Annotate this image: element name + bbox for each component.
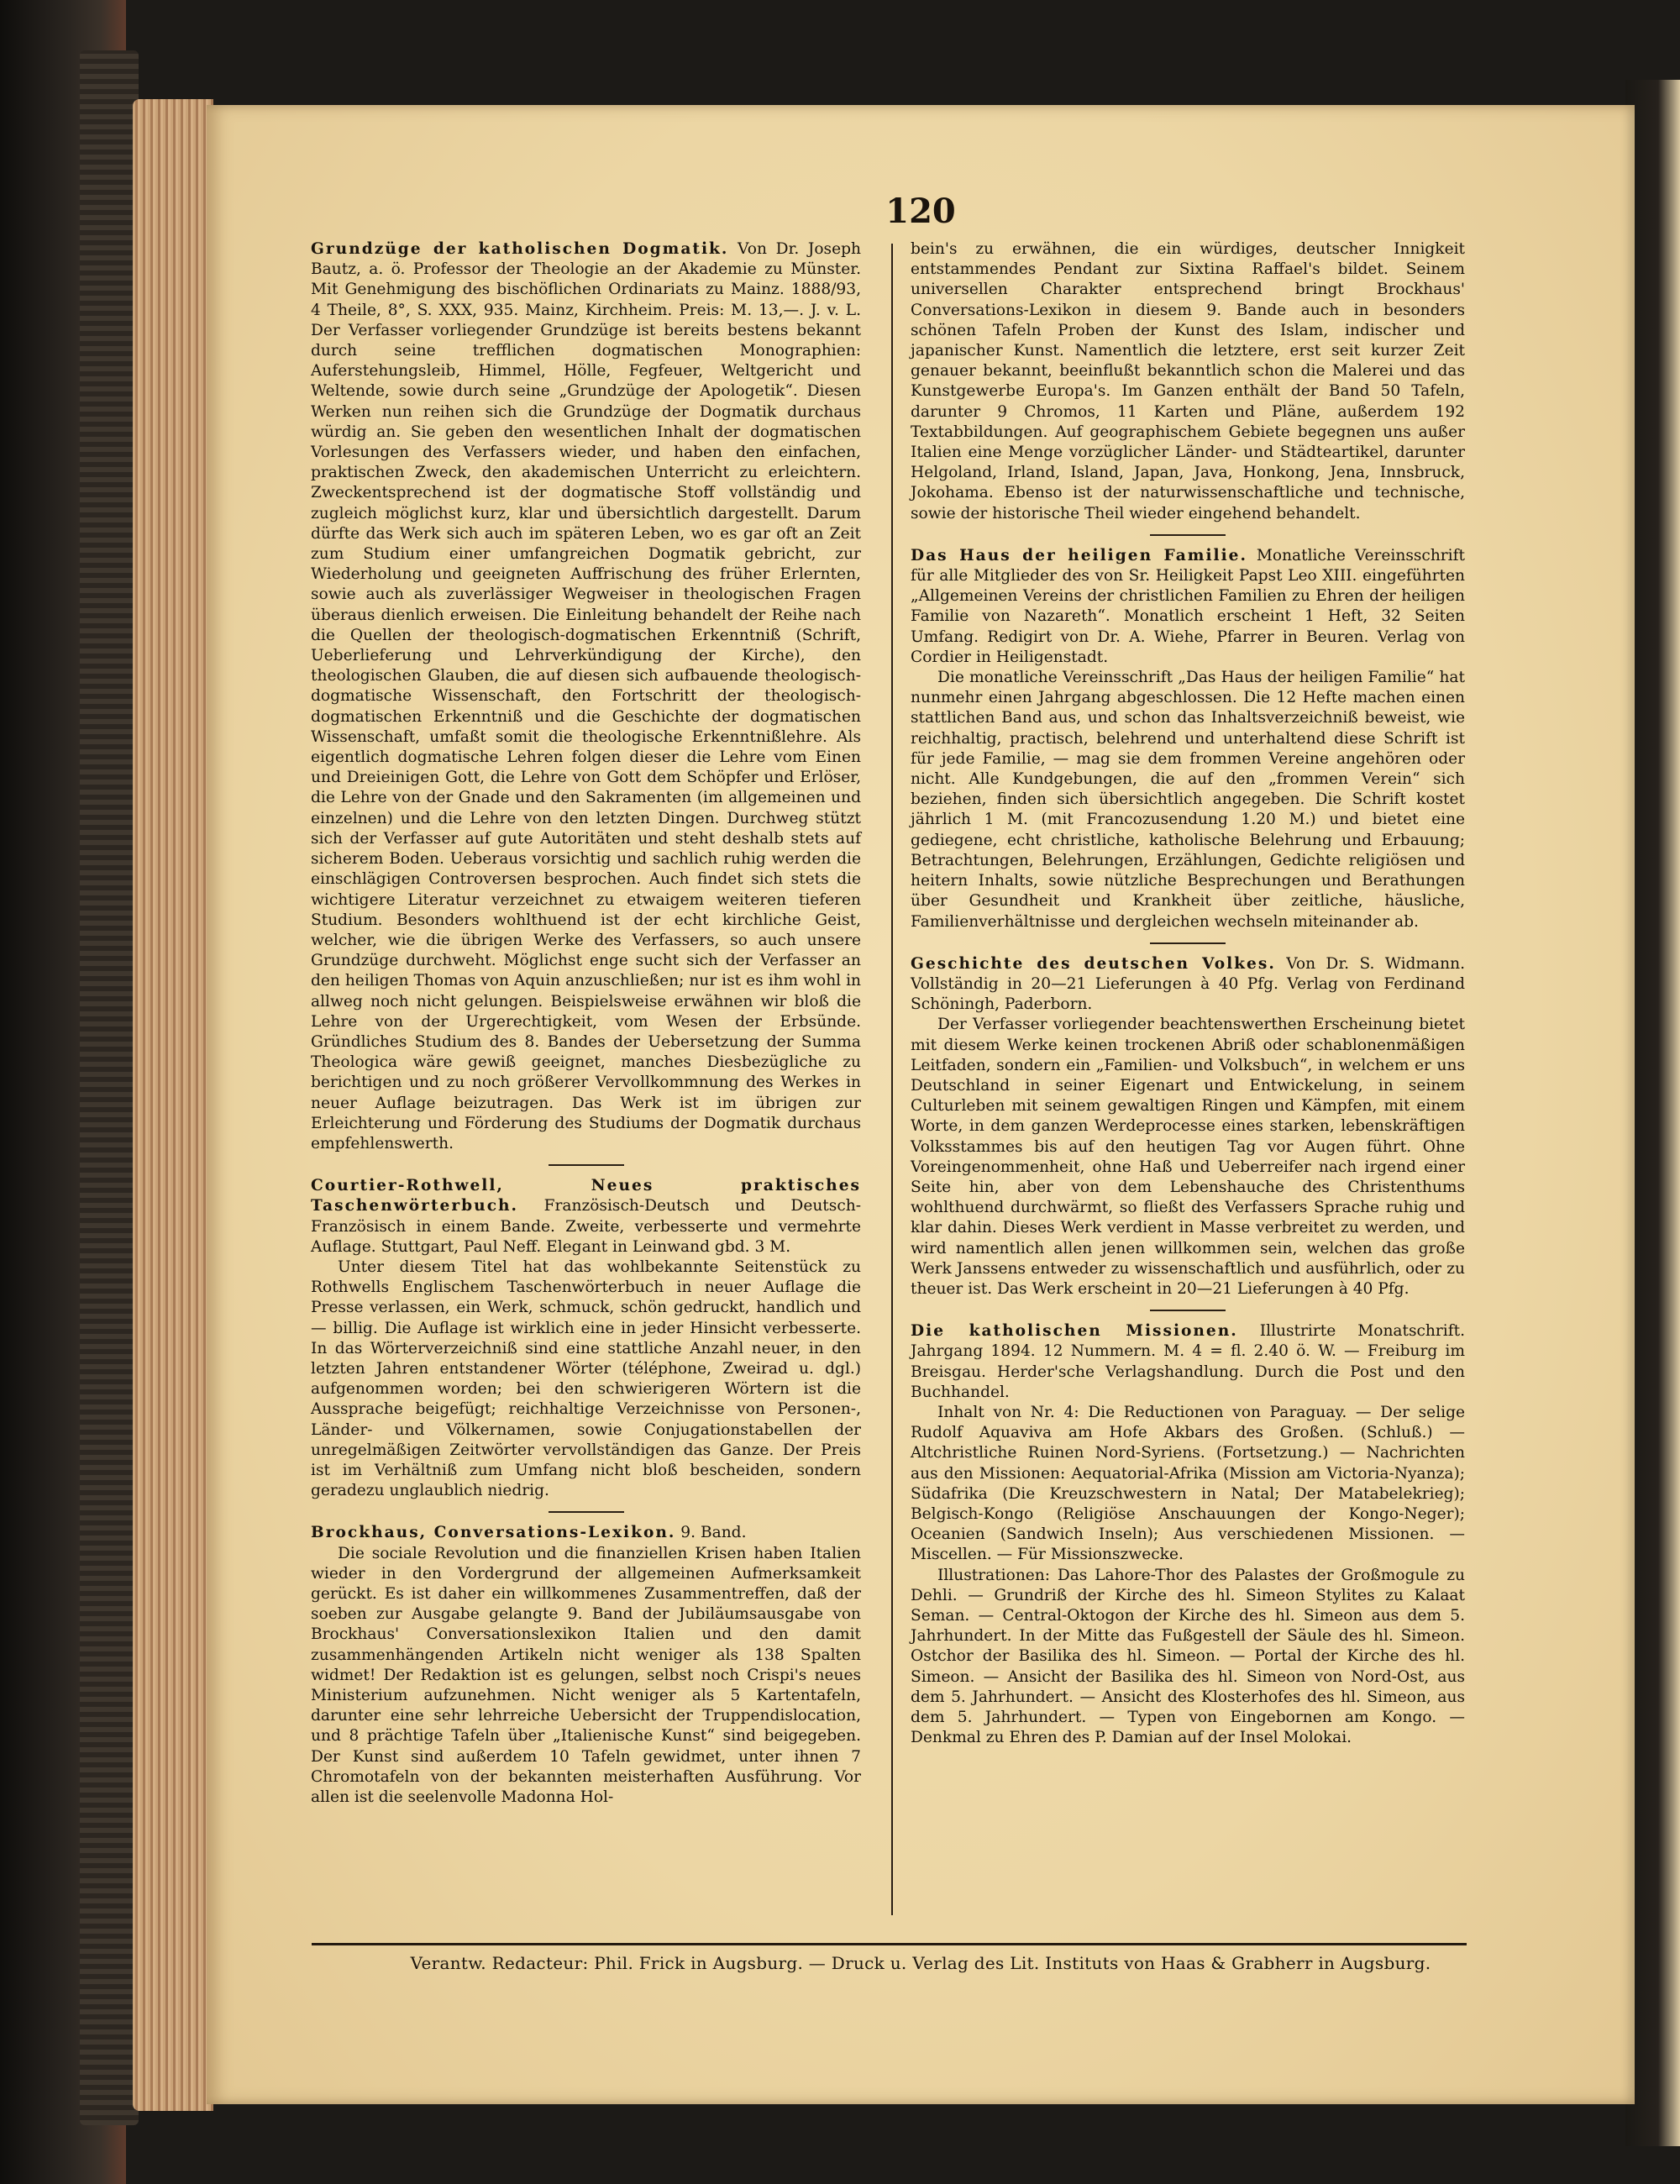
review-bibliography: Monatliche Vereinsschrift für alle Mitglieder des von Sr. Heiligkeit Papst Leo XIII. eingeführten „Allgemeinen Vereins der christlichen Familien zu Ehren der heiligen Familie von Nazareth“. Monatlich erscheint 1 Heft, 32 Seiten Umfang. Redigirt von Dr. A. Wiehe, Pfarrer in Beuren. Verlag von Cordier in Heiligenstadt. bbox=[911, 546, 1465, 666]
page-number: 120 bbox=[885, 192, 956, 231]
review-title: Grundzüge der katholischen Dogmatik. bbox=[311, 240, 729, 258]
review-body: Die sociale Revolution und die finanziellen Krisen haben Italien wieder in den Vordergrund der allgemeinen Aufmerksamkeit gerückt. Es ist daher ein willkommenes Zusammentreffen, daß der soeben zur Ausgabe gelangte 9. Band der Jubiläumsausgabe von Brockhaus' Conversationslexikon Italien und den damit zusammenhängenden Artikeln nicht weniger als 138 Spalten widmet! Der Redaktion ist es gelungen, selbst noch Crispi's neues Ministerium aufzunehmen. Nicht weniger als 5 Kartentafeln, darunter eine sehr lehrreiche Uebersicht der Truppendislocation, und 8 prächtige Tafeln über „Italienische Kunst“ sind beigegeben. Der Kunst sind außerdem 10 Tafeln gewidmet, unter ihnen 7 Chromotafeln von der bekannten meisterhaften Ausführung. Vor allen ist die seelenvolle Madonna Hol- bbox=[311, 1544, 861, 1807]
right-column bbox=[911, 239, 1465, 1748]
left-column bbox=[311, 239, 861, 1808]
footer-rule bbox=[312, 1943, 1467, 1945]
section-divider bbox=[1150, 1310, 1226, 1311]
review-haus-heilige-familie bbox=[911, 546, 1465, 668]
review-bibliography: Von Dr. Joseph Bautz, a. ö. Professor der Theologie an der Akademie zu Münster. Mit Genehmigung des bischöflichen Ordinariats zu Mainz. 1888/93, 4 Theile, 8°, S. XXX, 935. Mainz, Kirchheim. Preis: M. 13,—. bbox=[311, 240, 861, 319]
review-contents: Inhalt von Nr. 4: Die Reductionen von Paraguay. — Der selige Rudolf Aquaviva am Hofe Akbars des Großen. (Schluß.) — Altchristliche Ruinen Nord-Syriens. (Fortsetzung.) — Nachrichten aus den Missionen: Aequatorial-Afrika (Mission am Victoria-Nyanza); Südafrika (Die Kreuzschwestern in Natal; Der Matabelekrieg); Belgisch-Kongo (Religiöse Anschauungen der Kongo-Neger); Oceanien (Sandwich Inseln); Aus verschiedenen Missionen. — Miscellen. — Für Missionszwecke. bbox=[911, 1403, 1465, 1564]
review-title: Die katholischen Missionen. bbox=[911, 1322, 1238, 1341]
review-title: Geschichte des deutschen Volkes. bbox=[911, 954, 1276, 973]
column-rule bbox=[891, 244, 893, 1915]
book-page bbox=[207, 105, 1635, 2104]
review-body: Die monatliche Vereinsschrift „Das Haus der heiligen Familie“ hat nunmehr einen Jahrgang abgeschlossen. Die 12 Hefte machen einen stattlichen Band aus, und schon das Inhaltsverzeichniß beweist, wie reichhaltig, practisch, belehrend und unterhaltend diese Schrift ist für jede Familie, — mag sie dem frommen Vereine angehören oder nicht. Alle Kundgebungen, die auf den „frommen Verein“ sich beziehen, finden sich übersichtlich angegeben. Die Schrift kostet jährlich 1 M. (mit Francozusendung 1.20 M.) und bietet eine gediegene, echt christliche, katholische Belehrung und Erbauung; Betrachtungen, Belehrungen, Erzählungen, Gedichte religiösen und heitern Inhalts, sowie nützliche Besprechungen und Berathungen über Gesundheit und Krankheit über zeitliche, häusliche, Familienverhältnisse und dergleichen wechseln miteinander ab. bbox=[911, 669, 1465, 931]
review-illustrations: Illustrationen: Das Lahore-Thor des Palastes der Großmogule zu Dehli. — Grundriß der Kirche des hl. Simeon Stylites zu Kalaat Seman. — Central-Oktogon der Kirche des hl. Simeon aus dem 5. Jahrhundert. In der Mitte das Fußgestell der Säule des hl. Simeon. Ostchor der Basilika des hl. Simeon. — Portal der Kirche des hl. Simeon. — Ansicht der Basilika des hl. Simeon von Nord-Ost, aus dem 5. Jahrhundert. — Ansicht des Klosterhofes des hl. Simeon, aus dem 5. Jahrhundert. — Typen von Eingebornen am Kongo. — Denkmal zu Ehren des P. Damian auf der Insel Molokai. bbox=[911, 1566, 1465, 1747]
review-dogmatik bbox=[311, 239, 861, 1154]
page-edges bbox=[133, 99, 213, 2111]
review-body: Unter diesem Titel hat das wohlbekannte Seitenstück zu Rothwells Englischem Taschenwörterbuch in neuer Auflage die Presse verlassen, ein Werk, schmuck, schön gedruckt, handlich und — billig. Die Auflage ist wirklich eine in jeder Hinsicht verbesserte. In das Wörterverzeichniß sind eine stattliche Anzahl neuer, in den letzten Jahren entstandener Wörter (téléphone, Zweirad u. dgl.) aufgenommen worden; bei den schwierigeren Wörtern ist die Aussprache beigefügt; reichhaltige Verzeichnisse von Personen-, Länder- und Völkernamen, sowie Conjugationstabellen der unregelmäßigen Zeitwörter vervollständigen das Ganze. Der Preis ist im Verhältniß zum Umfang nicht bloß bescheiden, sondern geradezu unglaublich niedrig. bbox=[311, 1257, 861, 1500]
review-katholische-missionen bbox=[911, 1321, 1465, 1403]
review-brockhaus-continued: bein's zu erwähnen, die ein würdiges, deutscher Innigkeit entstammendes Pendant zur Sixtina Raffael's bildet. Seinem universellen Charakter entsprechend bringt Brockhaus' Conversations-Lexikon in diesem 9. Bande auch in besonders schönen Tafeln Proben der Kunst des Islam, indischer und japanischer Kunst. Namentlich die letztere, erst seit kurzer Zeit genauer bekannt, beeinflußt bekanntlich schon die Malerei und das Kunstgewerbe Europa's. Im Ganzen enthält der Band 50 Tafeln, darunter 9 Chromos, 11 Karten und Pläne, außerdem 192 Textabbildungen. Auf geographischem Gebiete begegnen uns außer Italien eine Menge vorzüglicher Länder- und Städteartikel, darunter Helgoland, Irland, Island, Japan, Java, Honkong, Jena, Innsbruck, Jokohama. Ebenso ist der naturwissenschaftliche und technische, sowie der historische Theil wieder eingehend behandelt. bbox=[911, 240, 1465, 522]
review-title: Brockhaus, Conversations-Lexikon. bbox=[311, 1524, 676, 1542]
book-spine bbox=[80, 50, 139, 2125]
review-body: J. v. L. Der Verfasser vorliegender Grundzüge ist bereits bestens bekannt durch seine trefflichen dogmatischen Monographien: Auferstehungsleib, Himmel, Hölle, Fegfeuer, Weltgericht und Weltende, sowie durch seine „Grundzüge der Apologetik“. Diesen Werken nun reihen sich die Grundzüge der Dogmatik durchaus würdig an. Sie geben den wesentlichen Inhalt der dogmatischen Vorlesungen des Verfassers wieder, und haben den einfachen, praktischen Zweck, den akademischen Unterricht zu erleichtern. Zweckentsprechend ist der dogmatische Stoff vollständig und zugleich möglichst kurz, klar und übersichtlich dargestellt. Darum dürfte das Werk sich auch im späteren Leben, wo es gar oft an Zeit zum Studium einer umfangreichen Dogmatik gebricht, zur Wiederholung und geeigneten Auffrischung des früher Erlernten, sowie auch als zuverlässiger Wegweiser in theologischen Fragen überaus dienlich erweisen. Die Einleitung behandelt der Reihe nach die Quellen der theologisch-dogmatischen Erkenntniß (Schrift, Ueberlieferung und Lehrverkündigung der Kirche), den theologischen Glauben, die auf diesen sich aufbauende theologisch-dogmatische Wissenschaft, den Fortschritt der theologisch-dogmatischen Erkenntniß und die Geschichte der dogmatischen Wissenschaft, umfaßt somit die theologische Erkenntnißlehre. Als eigentlich dogmatische Lehren folgen dieser die Lehre vom Einen und Dreieinigen Gott, die Lehre von Gott dem Schöpfer und Erlöser, die Lehre von der Gnade und den Sakramenten (im allgemeinen und einzelnen) und die Lehre von den letzten Dingen. Durchweg stützt sich der Verfasser auf gute Autoritäten und steht deshalb stets auf sicherem Boden. Ueberaus vorsichtig und sachlich ruhig werden die einschlägigen Controversen besprochen. Auch findet sich stets die wichtigere Literatur verzeichnet zu etwaigem weiteren tieferen Studium. Besonders wohlthuend ist der echt kirchliche Geist, welcher, wie die übrigen Werke des Verfassers, so auch unsere Grundzüge durchweht. Möglichst enge sucht sich der Verfasser an den heiligen Thomas von Aquin anzuschließen; nur ist es ihm wohl in allweg noch nicht gelungen. Beispielsweise erwähnen wir bloß die Lehre von der Urgerechtigkeit, vom Wesen der Erbsünde. Gründliches Studium des 8. Bandes der Uebersetzung der Summa Theologica wäre gewiß geeignet, manches Diesbezügliche zu berichtigen und zu noch größerer Vervollkommnung des Werkes in neuer Auflage beizutragen. Das Werk ist im übrigen zur Erleichterung und Förderung des Studiums der Dogmatik durchaus empfehlenswerth. bbox=[311, 301, 861, 1152]
section-divider bbox=[549, 1511, 624, 1513]
section-divider bbox=[549, 1164, 624, 1166]
review-geschichte-volkes bbox=[911, 954, 1465, 1016]
review-bibliography: Französisch-Deutsch und Deutsch-Französisch in einem Bande. Zweite, verbesserte und vermehrte Auflage. Stuttgart, Paul Neff. Elegant in Leinwand gbd. 3 M. bbox=[311, 1197, 861, 1256]
imprint-footer: Verantw. Redacteur: Phil. Frick in Augsburg. — Druck u. Verlag des Lit. Instituts von Haas & Grabherr in Augsburg. bbox=[410, 1953, 1431, 1973]
review-bibliography: Illustrirte Monatschrift. Jahrgang 1894. 12 Nummern. M. 4 = fl. 2.40 ö. W. — Freiburg im Breisgau. Herder'sche Verlagshandlung. Durch die Post und den Buchhandel. bbox=[911, 1322, 1466, 1401]
review-title: Das Haus der heiligen Familie. bbox=[911, 546, 1247, 564]
review-taschenwoerterbuch bbox=[311, 1176, 861, 1257]
review-body: Der Verfasser vorliegender beachtenswerthen Erscheinung bietet mit diesem Werke keinen trockenen Abriß oder schablonenmäßigen Leitfaden, sondern ein „Familien- und Volksbuch“, in welchem er uns Deutschland in seiner Eigenart und Entwickelung, in seinem Culturleben mit seinem gewaltigen Ringen und Kämpfen, mit einem Worte, in dem ganzen Werdeprocesse eines starken, lebenskräftigen Volksstammes bis auf den heutigen Tag vor Augen führt. Ohne Voreingenommenheit, ohne Haß und Ueberreifer nach irgend einer Seite hin, aber von dem Lebenshauche des Christenthums wohlthuend durchwärmt, so fließt des Verfassers Sprache ruhig und klar dahin. Dieses Werk verdient in Masse verbreitet zu werden, und wird namentlich allen jenen willkommen sein, welchen das große Werk Janssens entweder zu wissenschaftlich und ausführlich, oder zu theuer ist. Das Werk erscheint in 20—21 Lieferungen à 40 Pfg. bbox=[911, 1016, 1465, 1298]
review-bibliography: 9. Band. bbox=[680, 1524, 747, 1542]
review-brockhaus bbox=[311, 1523, 861, 1543]
review-bibliography: Von Dr. S. Widmann. Vollständig in 20—21 Lieferungen à 40 Pfg. Verlag von Ferdinand Schöningh, Paderborn. bbox=[911, 954, 1465, 1014]
section-divider bbox=[1150, 534, 1226, 536]
section-divider bbox=[1150, 942, 1226, 944]
review-title: Courtier-Rothwell, Neues praktisches Taschenwörterbuch. bbox=[311, 1177, 861, 1215]
